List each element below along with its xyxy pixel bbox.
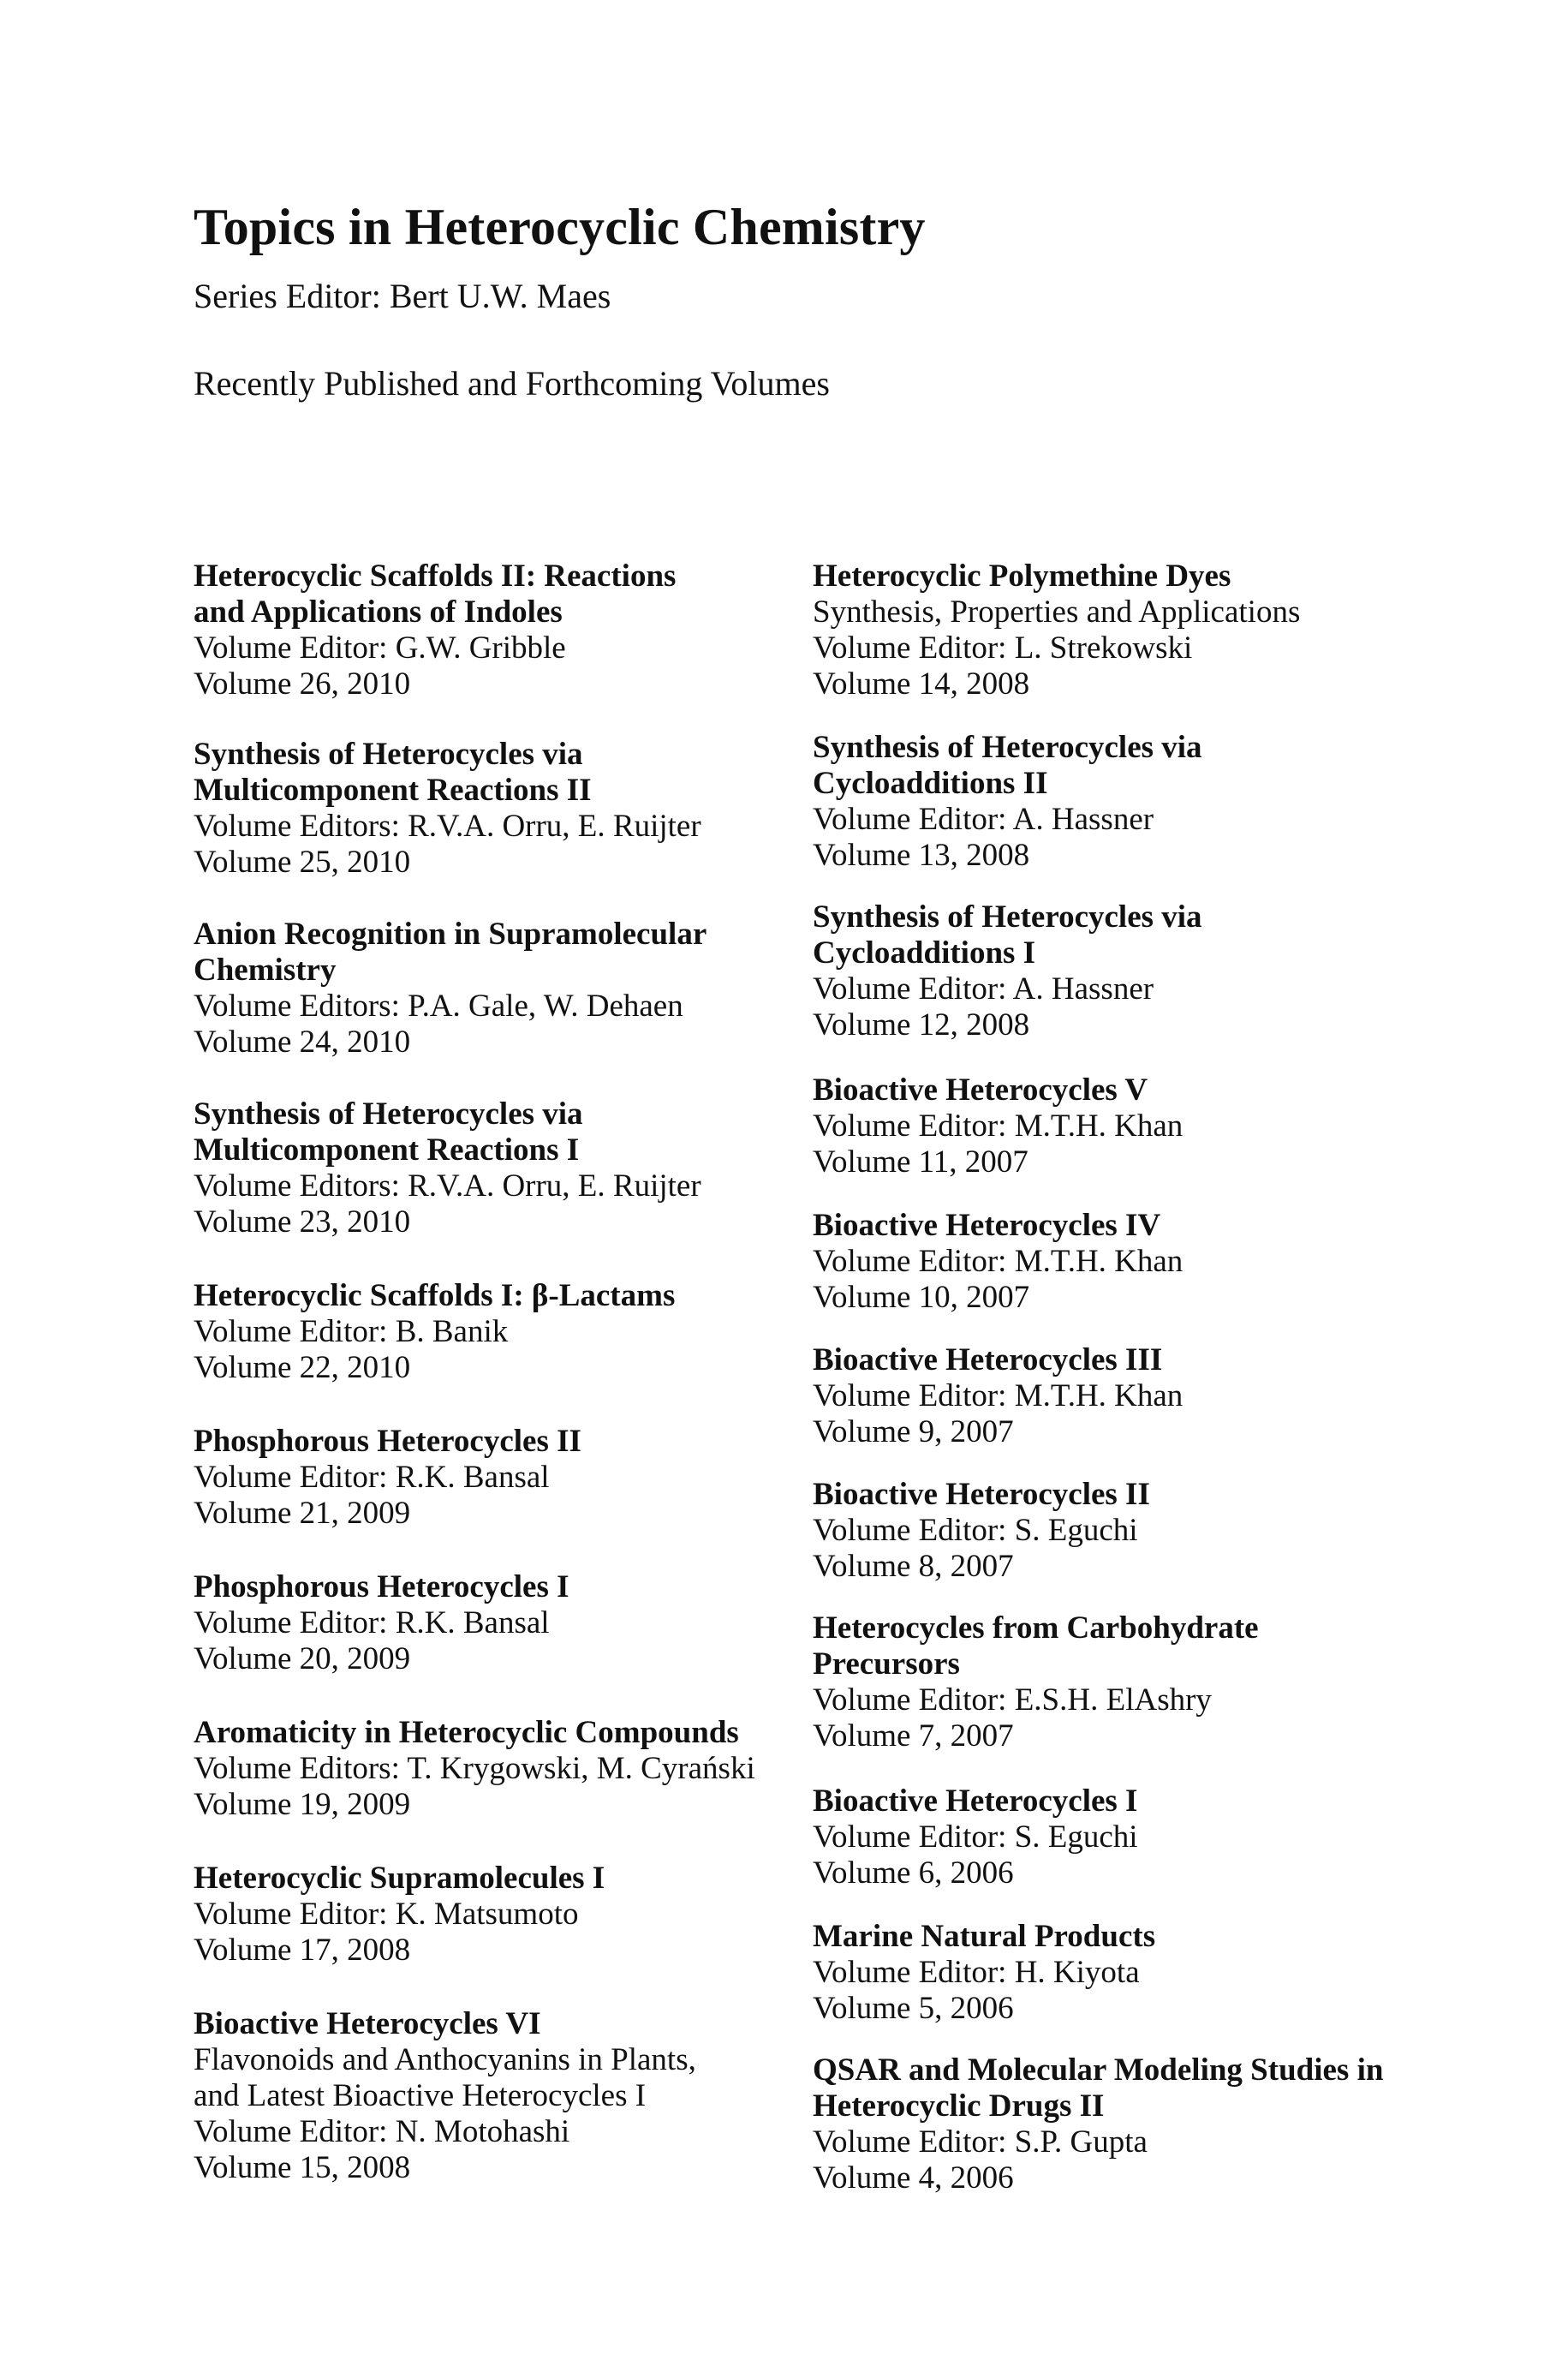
- volume-number: Volume 5, 2006: [813, 1991, 1014, 2026]
- volume-editor: Volume Editor: S.P. Gupta: [813, 2124, 1148, 2160]
- volume-editor: Volume Editors: R.V.A. Orru, E. Ruijter: [194, 1168, 701, 1204]
- volume-editor: Volume Editor: M.T.H. Khan: [813, 1108, 1183, 1144]
- volume-editor: Volume Editor: A. Hassner: [813, 802, 1154, 837]
- volume-title: Bioactive Heterocycles I: [813, 1784, 1138, 1819]
- volume-number: Volume 13, 2008: [813, 838, 1030, 873]
- volume-editor: Volume Editor: M.T.H. Khan: [813, 1244, 1183, 1279]
- volume-title: Bioactive Heterocycles II: [813, 1477, 1150, 1512]
- volume-editor: Volume Editor: R.K. Bansal: [194, 1605, 550, 1640]
- volume-subtitle: Flavonoids and Anthocyanins in Plants,: [194, 2042, 696, 2077]
- volume-entry: [813, 899, 1532, 1043]
- volume-title: Heterocyclic Supramolecules I: [194, 1861, 605, 1896]
- volume-editor: Volume Editor: B. Banik: [194, 1314, 509, 1349]
- volume-entry: [194, 1569, 793, 1677]
- volume-entry: [813, 1784, 1532, 1891]
- volume-entry: [813, 1072, 1532, 1180]
- volume-entry: [813, 1208, 1532, 1316]
- volume-title: Bioactive Heterocycles III: [813, 1342, 1163, 1377]
- volume-number: Volume 20, 2009: [194, 1641, 411, 1676]
- volume-entry: [194, 917, 793, 1061]
- volume-title: Chemistry: [194, 953, 337, 988]
- volume-number: Volume 17, 2008: [194, 1933, 411, 1968]
- volume-editor: Volume Editor: M.T.H. Khan: [813, 1378, 1183, 1413]
- volume-editor: Volume Editors: P.A. Gale, W. Dehaen: [194, 989, 683, 1024]
- volume-number: Volume 10, 2007: [813, 1280, 1030, 1315]
- volume-entry: [813, 559, 1532, 702]
- volume-title: Heterocyclic Drugs II: [813, 2088, 1105, 2124]
- volume-editor: Volume Editor: S. Eguchi: [813, 1819, 1138, 1855]
- volume-editor: Volume Editors: T. Krygowski, M. Cyrański: [194, 1751, 755, 1786]
- volume-number: Volume 21, 2009: [194, 1496, 411, 1531]
- volume-title: Aromaticity in Heterocyclic Compounds: [194, 1715, 739, 1750]
- volume-editor: Volume Editor: L. Strekowski: [813, 630, 1193, 666]
- volume-number: Volume 8, 2007: [813, 1549, 1014, 1584]
- volume-title: Bioactive Heterocycles IV: [813, 1208, 1161, 1243]
- volume-title: Heterocyclic Polymethine Dyes: [813, 559, 1231, 594]
- volume-number: Volume 9, 2007: [813, 1414, 1014, 1449]
- volume-editor: Volume Editors: R.V.A. Orru, E. Ruijter: [194, 809, 701, 844]
- volume-title: Precursors: [813, 1646, 960, 1682]
- volume-title: Bioactive Heterocycles V: [813, 1072, 1148, 1108]
- volume-title: Synthesis of Heterocycles via: [194, 737, 583, 772]
- volume-number: Volume 14, 2008: [813, 666, 1030, 702]
- volume-title: Multicomponent Reactions I: [194, 1132, 580, 1168]
- volume-entry: [813, 1610, 1532, 1754]
- volume-number: Volume 15, 2008: [194, 2150, 411, 2185]
- volume-title: and Applications of Indoles: [194, 594, 563, 630]
- volume-entry: [194, 1715, 793, 1823]
- volume-number: Volume 11, 2007: [813, 1144, 1028, 1180]
- volume-title: Synthesis of Heterocycles via: [813, 730, 1202, 765]
- volume-editor: Volume Editor: K. Matsumoto: [194, 1897, 579, 1932]
- volume-title: Cycloadditions I: [813, 935, 1036, 971]
- volume-title: QSAR and Molecular Modeling Studies in: [813, 2052, 1384, 2088]
- volume-editor: Volume Editor: H. Kiyota: [813, 1955, 1140, 1990]
- volume-entry: [813, 730, 1532, 874]
- volume-editor: Volume Editor: S. Eguchi: [813, 1513, 1138, 1548]
- volume-number: Volume 19, 2009: [194, 1787, 411, 1822]
- volume-editor: Volume Editor: N. Motohashi: [194, 2114, 570, 2149]
- volume-entry: [813, 2052, 1532, 2196]
- volume-entry: [194, 1278, 793, 1386]
- volume-number: Volume 24, 2010: [194, 1025, 411, 1060]
- volume-entry: [194, 1861, 793, 1969]
- volume-entry: [813, 1919, 1532, 2027]
- volume-title: Phosphorous Heterocycles I: [194, 1569, 569, 1604]
- volume-title: Heterocycles from Carbohydrate: [813, 1610, 1259, 1646]
- volume-title: Synthesis of Heterocycles via: [194, 1096, 583, 1132]
- volume-entry: [194, 737, 793, 881]
- volume-title: Anion Recognition in Supramolecular: [194, 917, 707, 952]
- volume-editor: Volume Editor: R.K. Bansal: [194, 1460, 550, 1495]
- volume-number: Volume 23, 2010: [194, 1204, 411, 1240]
- volume-title: Bioactive Heterocycles VI: [194, 2006, 541, 2041]
- volume-number: Volume 6, 2006: [813, 1855, 1014, 1891]
- volume-entry: [194, 1424, 793, 1532]
- volume-entry: [813, 1477, 1532, 1585]
- volume-entry: [194, 559, 793, 702]
- volume-entry: [813, 1342, 1532, 1450]
- volume-subtitle: Synthesis, Properties and Applications: [813, 594, 1301, 630]
- volume-number: Volume 12, 2008: [813, 1007, 1030, 1043]
- volume-title: Heterocyclic Scaffolds I: β-Lactams: [194, 1278, 676, 1313]
- volume-editor: Volume Editor: E.S.H. ElAshry: [813, 1682, 1212, 1718]
- volume-editor: Volume Editor: A. Hassner: [813, 971, 1154, 1007]
- volume-entry: [194, 2006, 793, 2186]
- volume-number: Volume 7, 2007: [813, 1718, 1014, 1754]
- volume-number: Volume 25, 2010: [194, 845, 411, 880]
- volume-title: Cycloadditions II: [813, 766, 1048, 801]
- series-editor: Series Editor: Bert U.W. Maes: [194, 277, 611, 315]
- series-subtitle: Recently Published and Forthcoming Volumes: [194, 364, 830, 403]
- volume-title: Multicomponent Reactions II: [194, 773, 592, 808]
- volume-editor: Volume Editor: G.W. Gribble: [194, 630, 566, 666]
- volume-number: Volume 22, 2010: [194, 1350, 411, 1385]
- volume-entry: [194, 1096, 793, 1240]
- volume-title: Synthesis of Heterocycles via: [813, 899, 1202, 935]
- volume-title: Phosphorous Heterocycles II: [194, 1424, 581, 1459]
- volume-number: Volume 4, 2006: [813, 2160, 1014, 2196]
- volume-title: Marine Natural Products: [813, 1919, 1156, 1954]
- volume-title: Heterocyclic Scaffolds II: Reactions: [194, 559, 677, 594]
- volume-subtitle: and Latest Bioactive Heterocycles I: [194, 2078, 647, 2113]
- volume-number: Volume 26, 2010: [194, 666, 411, 702]
- series-title: Topics in Heterocyclic Chemistry: [194, 199, 926, 255]
